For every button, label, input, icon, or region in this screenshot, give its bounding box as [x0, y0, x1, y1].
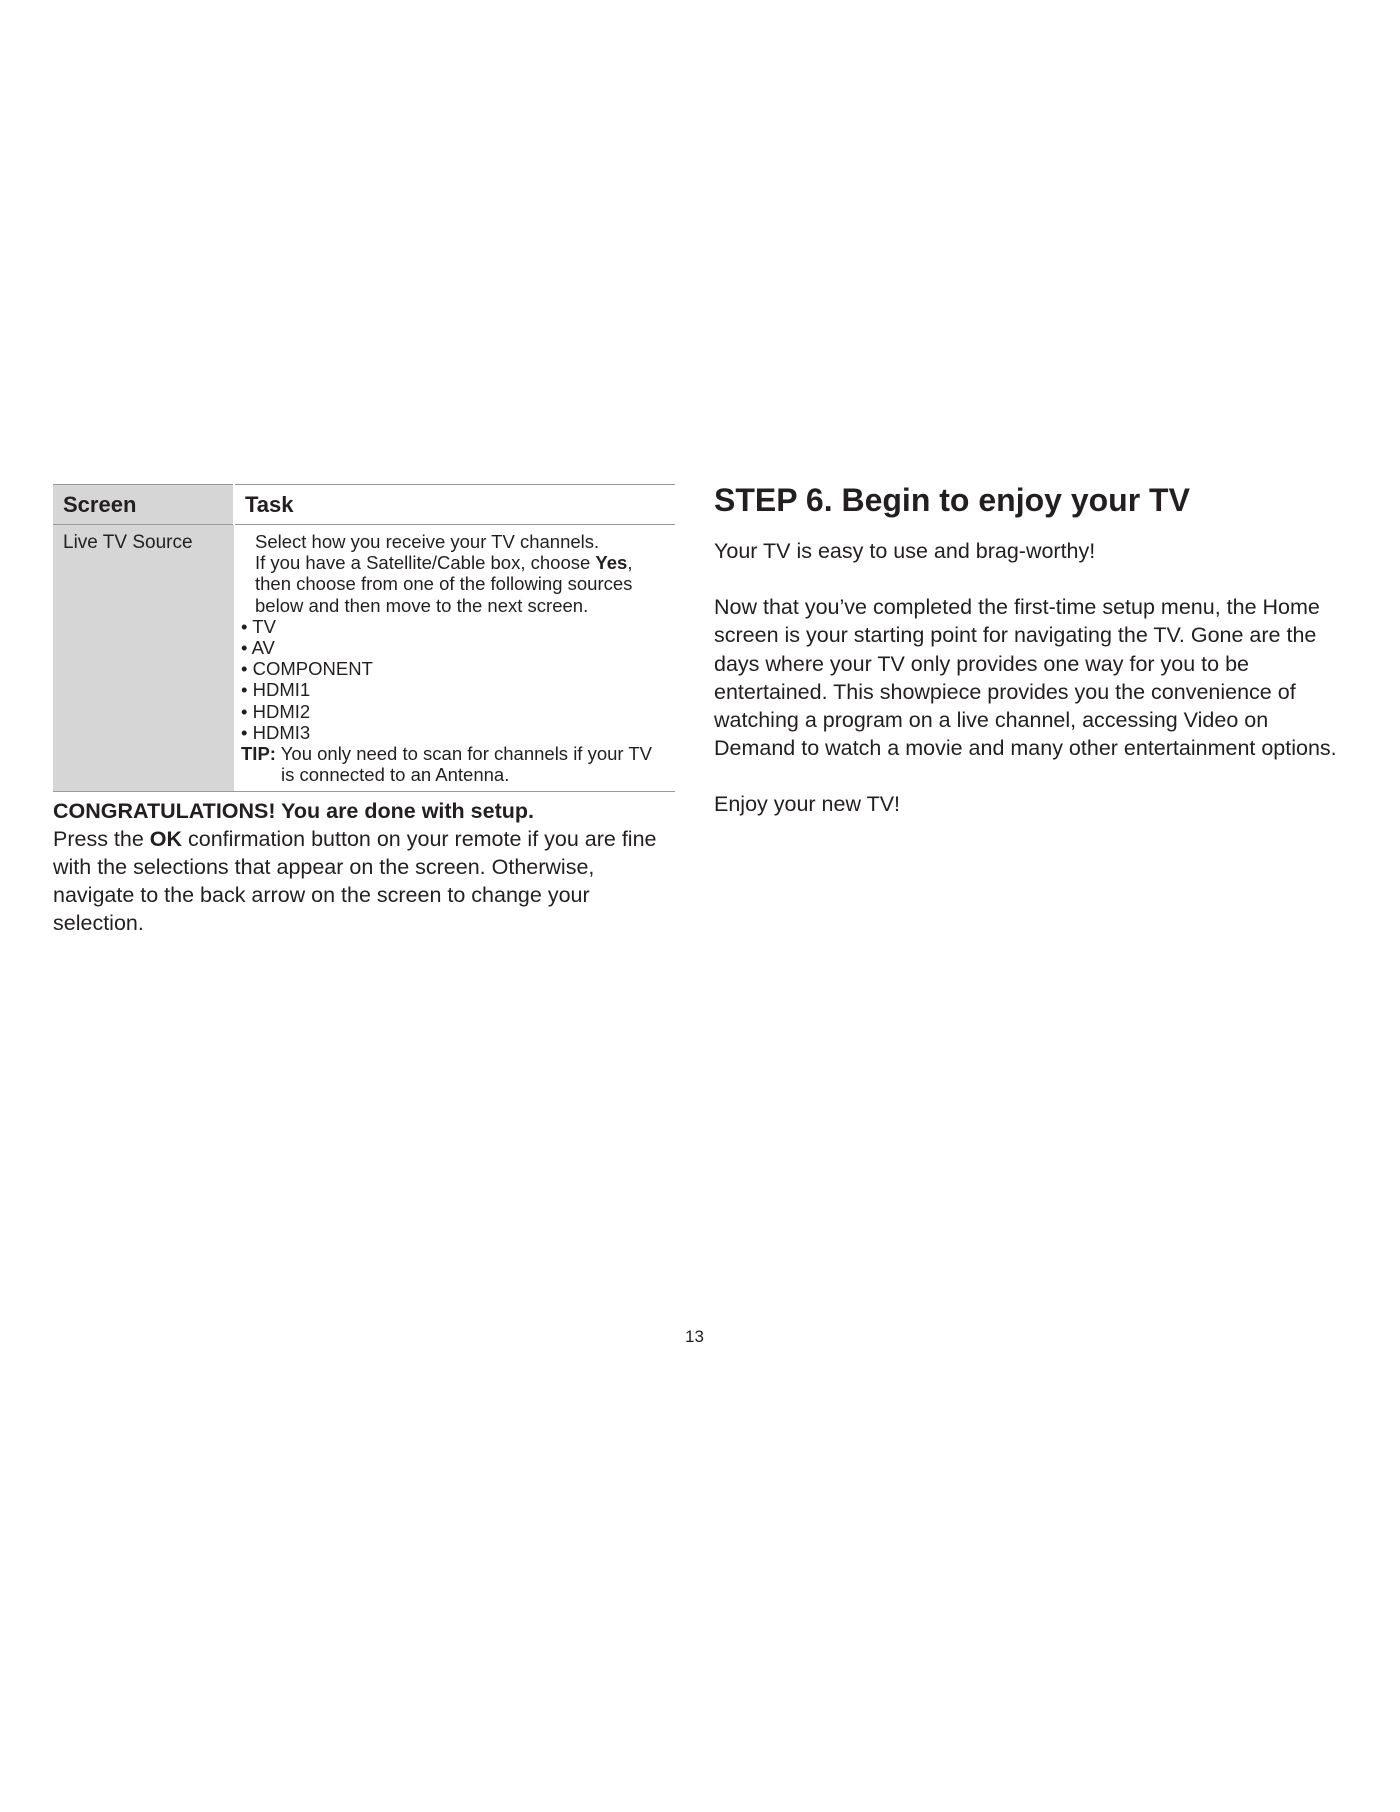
header-screen: Screen — [53, 485, 234, 525]
task-line-2: If you have a Satellite/Cable box, choose Yes, — [255, 552, 633, 574]
source-item: • TV — [241, 615, 276, 637]
source-item: • HDMI2 — [241, 700, 311, 722]
step6-paragraph-1: Your TV is easy to use and brag-worthy! — [714, 539, 1096, 563]
right-column — [714, 480, 1354, 819]
table-header-row — [53, 485, 675, 525]
left-column — [53, 484, 675, 937]
congratulations-heading: CONGRATULATIONS! You are done with setup. — [53, 799, 534, 824]
task-line-1: Select how you receive your TV channels. — [255, 531, 600, 552]
congratulations-body: Press the OK confirmation button on your remote if you are fine with the selections that appear on the screen. Otherwise, navigate to the back arrow on the screen to change your selection. — [53, 827, 657, 936]
row-task-description — [234, 525, 675, 792]
source-item: • COMPONENT — [241, 658, 373, 680]
ok-button-label: OK — [149, 827, 183, 852]
page-number: 13 — [685, 1327, 704, 1346]
tip-label: TIP: — [241, 743, 276, 765]
table-row — [53, 525, 675, 792]
setup-task-table — [53, 484, 675, 792]
step6-heading: STEP 6. Begin to enjoy your TV — [714, 482, 1190, 518]
yes-option: Yes — [595, 552, 628, 574]
step6-paragraph-2: Now that you’ve completed the first-time setup menu, the Home screen is your starting point for navigating the TV. Gone are the days where your TV only provides one way for you to be entertained. This showpiece provides you the convenience of watching a program on a live channel, accessing Video on Demand to watch a movie and many other entertainment options. — [714, 595, 1337, 761]
source-item: • HDMI3 — [241, 721, 311, 743]
tip-text: You only need to scan for channels if your TV is connected to an Antenna. — [275, 743, 653, 786]
step6-paragraph-3: Enjoy your new TV! — [714, 792, 901, 817]
tip-note — [241, 743, 669, 785]
source-item: • HDMI1 — [241, 679, 311, 701]
row-screen-name: Live TV Source — [53, 525, 234, 792]
source-item: • AV — [241, 637, 275, 659]
task-line-4: below and then move to the next screen. — [255, 594, 589, 616]
task-line-3: then choose from one of the following sources — [255, 573, 633, 595]
header-task: Task — [234, 485, 675, 525]
